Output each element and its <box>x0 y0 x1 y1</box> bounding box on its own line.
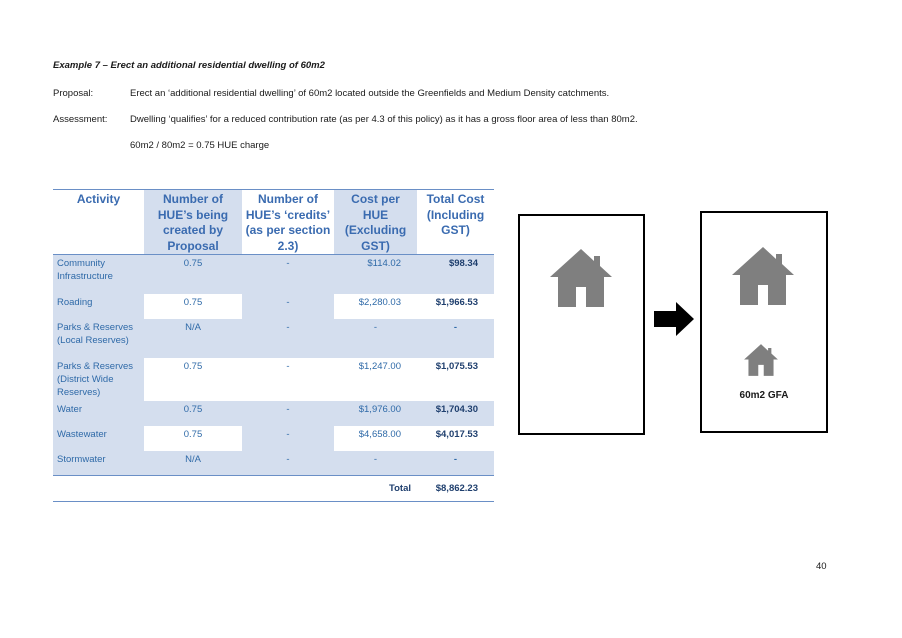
cell-cost: - <box>334 451 417 476</box>
existing-house-icon <box>730 245 796 307</box>
cell-cost: $1,247.00 <box>334 358 417 401</box>
cell-hues: N/A <box>144 319 242 358</box>
table-row <box>53 319 494 358</box>
cell-activity: Parks & Reserves (Local Reserves) <box>53 319 144 358</box>
before-site-frame <box>518 214 645 435</box>
cell-hues: 0.75 <box>144 255 242 294</box>
cell-activity: Wastewater <box>53 426 144 451</box>
cell-credits: - <box>242 358 334 401</box>
header-total-cost: Total Cost (Including GST) <box>417 190 494 255</box>
assessment-text: Dwelling ‘qualifies’ for a reduced contribution rate (as per 4.3 of this policy) as it has a gross floor area of less than 80m2. <box>130 114 638 125</box>
cell-hues: 0.75 <box>144 401 242 426</box>
cell-cost: $114.02 <box>334 255 417 294</box>
cell-total: $4,017.53 <box>417 426 494 451</box>
cell-total: $98.34 <box>417 255 494 294</box>
cell-total: - <box>417 451 494 476</box>
table-row <box>53 294 494 319</box>
cell-activity: Parks & Reserves (District Wide Reserves) <box>53 358 144 401</box>
cell-total: $1,966.53 <box>417 294 494 319</box>
hue-calculation: 60m2 / 80m2 = 0.75 HUE charge <box>130 140 270 151</box>
total-label: Total <box>53 476 417 502</box>
cell-cost: $2,280.03 <box>334 294 417 319</box>
example-heading: Example 7 – Erect an additional residential dwelling of 60m2 <box>53 60 325 71</box>
cell-total: $1,704.30 <box>417 401 494 426</box>
table-row <box>53 426 494 451</box>
table-row <box>53 451 494 476</box>
cell-credits: - <box>242 401 334 426</box>
cell-hues: 0.75 <box>144 294 242 319</box>
cell-credits: - <box>242 319 334 358</box>
table-row <box>53 358 494 401</box>
cell-credits: - <box>242 255 334 294</box>
contribution-cost-table <box>53 189 494 502</box>
table-header-row <box>53 190 494 255</box>
existing-house-icon <box>548 247 614 309</box>
header-hues-created: Number of HUE’s being created by Proposal <box>144 190 242 255</box>
gfa-label: 60m2 GFA <box>739 390 789 401</box>
cell-hues: N/A <box>144 451 242 476</box>
page-number: 40 <box>816 561 827 572</box>
cell-credits: - <box>242 426 334 451</box>
cell-cost: $4,658.00 <box>334 426 417 451</box>
header-cost-per-hue: Cost per HUE (Excluding GST) <box>334 190 417 255</box>
after-site-frame <box>700 211 828 433</box>
proposal-text: Erect an ‘additional residential dwelling’ of 60m2 located outside the Greenfields and Medium Density catchments. <box>130 88 610 99</box>
cell-cost: - <box>334 319 417 358</box>
cell-activity: Stormwater <box>53 451 144 476</box>
proposal-label: Proposal: <box>53 88 94 99</box>
cell-activity: Roading <box>53 294 144 319</box>
total-row <box>53 476 494 502</box>
assessment-label: Assessment: <box>53 114 108 125</box>
additional-dwelling-icon <box>743 343 779 377</box>
cell-cost: $1,976.00 <box>334 401 417 426</box>
cell-hues: 0.75 <box>144 426 242 451</box>
cell-credits: - <box>242 294 334 319</box>
cell-total: $1,075.53 <box>417 358 494 401</box>
cell-total: - <box>417 319 494 358</box>
cell-activity: Water <box>53 401 144 426</box>
header-activity: Activity <box>53 190 144 255</box>
header-hue-credits: Number of HUE’s ‘credits’ (as per section 2.3) <box>242 190 334 255</box>
table-row <box>53 401 494 426</box>
cell-activity: Community Infrastructure <box>53 255 144 294</box>
table-row <box>53 255 494 294</box>
cell-credits: - <box>242 451 334 476</box>
cell-hues: 0.75 <box>144 358 242 401</box>
total-value: $8,862.23 <box>417 476 494 502</box>
arrow-right-icon <box>654 302 694 336</box>
